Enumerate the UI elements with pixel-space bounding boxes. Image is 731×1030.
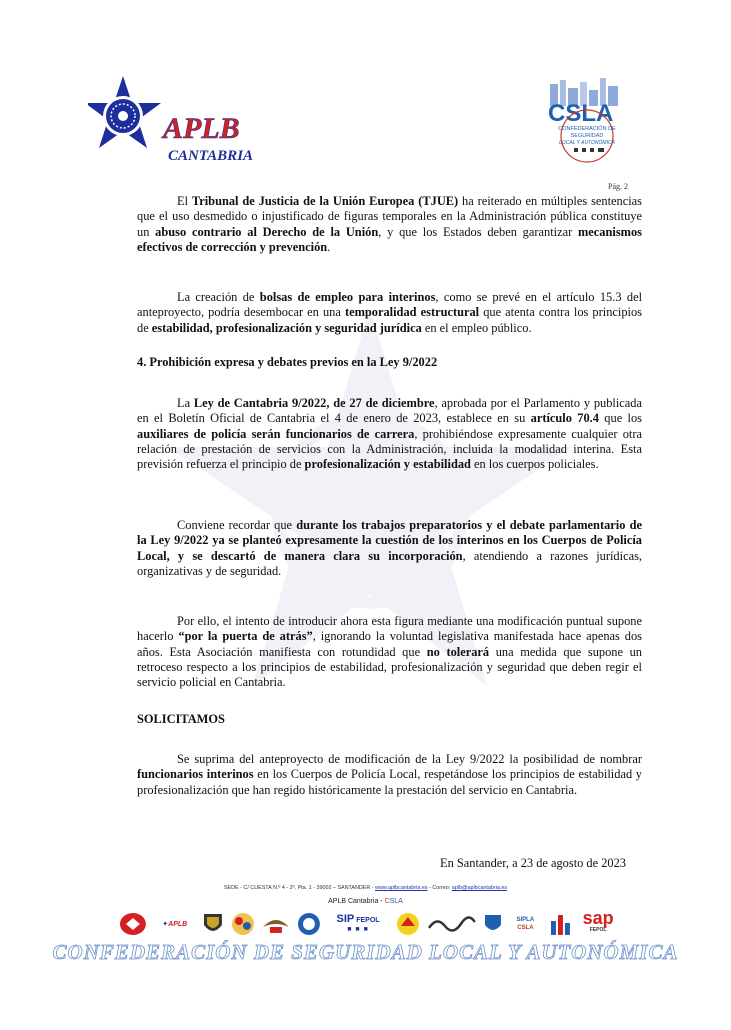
email-link[interactable]: aplb@aplbcantabria.es bbox=[451, 885, 508, 891]
page-number: Pág. 2 bbox=[608, 182, 628, 191]
member-logo-sipla-csla: SIPLA CSLA bbox=[516, 917, 535, 931]
paragraph-bolsas-empleo: La creación de bolsas de empleo para interinos, como se prevé en el artículo 15.3 del anteproyecto, podría desembocar en una temporalidad estructural que atenta contra los principios de estabilidad, profesionalización y seguridad jurídica en el empleo público. bbox=[137, 290, 643, 335]
member-logo-red-icon bbox=[118, 911, 148, 937]
member-logo-sip-fepol: SIP FEPOL ■ ■ ■ bbox=[336, 912, 380, 933]
member-logo-shield-icon bbox=[202, 911, 224, 937]
csla-logo bbox=[540, 78, 635, 163]
paragraph-tjue: El Tribunal de Justicia de la Unión Europea (TJUE) ha reiterado en múltiples sentencias que el uso desmedido o injustificado de figuras temporales en la Administración pública constituye un abuso contrario al Derecho de la Unión, y que los Estados deben garantizar mecanismos efectivos de corrección y prevención. bbox=[137, 194, 642, 254]
aplb-logo-name: APLB bbox=[163, 112, 240, 145]
member-logo-yellow-icon bbox=[395, 911, 421, 937]
paragraph-debate-parlamentario: Conviene recordar que durante los trabajos preparatorios y el debate parlamentario de la Ley 9/2022 ya se planteó expresamente la cuestión de los interinos en los Cuerpos de Policía Local, y se descartó de manera clara su incorporación, atendiendo a razones jurídicas, organizativas y de seguridad. bbox=[137, 518, 642, 578]
csla-logo-line1: CONFEDERACIÓN DE bbox=[558, 126, 616, 132]
aplb-cantabria-logo bbox=[88, 72, 263, 172]
confederation-banner: CONFEDERACIÓN DE SEGURIDAD LOCAL Y AUTONÓMICA bbox=[52, 940, 679, 964]
paragraph-puerta-atras: Por ello, el intento de introducir ahora esta figura mediante una modificación puntual supone hacerlo “por la puerta de atrás”, ignorando la voluntad legislativa manifestada hace apenas dos años. Esta Asociación manifiesta con rotundidad que no tolerará una medida que supone un retroceso respecto a los principios de estabilidad, profesionalización y seguridad que deben regir el servicio policial en Cantabria. bbox=[137, 614, 643, 690]
member-logo-eagle-icon bbox=[261, 911, 291, 937]
paragraph-ley-9-2022: La Ley de Cantabria 9/2022, de 27 de diciembre, aprobada por el Parlamento y publicada en el Boletín Oficial de Cantabria el 4 de enero de 2023, establece en su artículo 70.4 que los auxiliares de policía serán funcionarios de carrera, prohibiéndose expresamente cualquier otra relación de prestación de servicios con la Administración, incluida la modalidad interina. Esta previsión refuerza el principio de profesionalización y estabilidad en los cuerpos policiales. bbox=[137, 396, 643, 472]
member-logo-script-icon bbox=[427, 914, 477, 934]
footer-address: SEDE - C/ CUESTA N.º 4 - 2º, Pta. 1 - 39002 – SANTANDER - www.aplbcantabria.es - Correo: aplb@aplbcantabria.es bbox=[223, 885, 508, 891]
solicitamos-heading: SOLICITAMOS bbox=[137, 712, 225, 726]
member-logo-small-shield-icon bbox=[483, 913, 503, 935]
footer-org-name: APLB Cantabria - CSLA bbox=[328, 898, 403, 905]
aplb-logo-region: CANTABRIA bbox=[168, 148, 254, 164]
website-link[interactable]: www.aplbcantabria.es bbox=[375, 885, 428, 891]
member-logo-sap-fepol: sap FEPOL bbox=[582, 908, 614, 933]
member-logos-strip bbox=[118, 908, 618, 940]
member-logo-city-icon bbox=[548, 911, 572, 937]
member-logo-colorful-icon bbox=[230, 911, 256, 937]
section-4-heading: 4. Prohibición expresa y debates previos en la Ley 9/2022 bbox=[137, 355, 438, 369]
paragraph-solicitud: Se suprima del anteproyecto de modificación de la Ley 9/2022 la posibilidad de nombrar funcionarios interinos en los Cuerpos de Policía Local, respetándose los principios de estabilidad y profesionalización que han regido históricamente la prestación del servicio en Cantabria. bbox=[137, 752, 642, 797]
page-header bbox=[0, 0, 731, 190]
member-logo-aplb: ✦ APLB bbox=[162, 920, 188, 928]
csla-logo-line2: SEGURIDAD bbox=[570, 133, 604, 139]
place-date-line: En Santander, a 23 de agosto de 2023 bbox=[440, 856, 627, 870]
member-logo-blue-seal-icon bbox=[297, 911, 321, 937]
csla-logo-line3: LOCAL Y AUTONÓMICA bbox=[559, 140, 615, 146]
csla-logo-name: CSLA bbox=[548, 100, 614, 127]
